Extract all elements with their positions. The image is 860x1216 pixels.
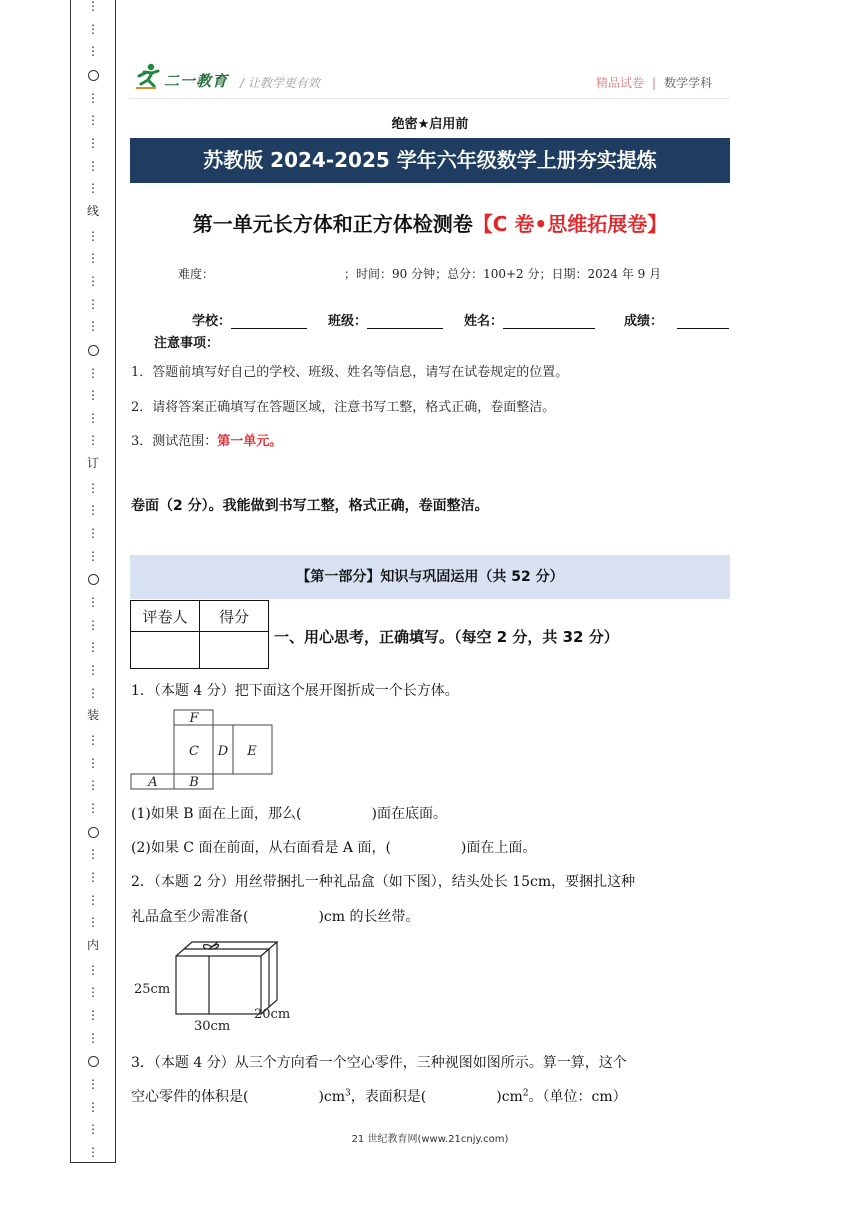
range-label: 3．测试范围： (131, 434, 218, 449)
dim-height: 25cm (134, 982, 171, 997)
margin-char: 装 (86, 708, 99, 723)
margin-char: 内 (86, 937, 99, 952)
margin-char: 订 (86, 456, 99, 471)
circle-mark-icon (88, 1056, 99, 1067)
school-field[interactable] (192, 310, 307, 329)
circle-mark-icon (88, 827, 99, 838)
school-label: 学校： (192, 314, 232, 329)
neatness-statement: 卷面（2 分）。我能做到书写工整，格式正确，卷面整洁。 (131, 498, 489, 514)
subtitle-bracket: 【C 卷•思维拓展卷】 (472, 212, 668, 236)
section-heading: 一、用心思考，正确填写。（每空 2 分，共 32 分） (274, 628, 619, 646)
subtitle-main: 第一单元长方体和正方体检测卷 (192, 212, 473, 236)
q1-sub1: (1)如果 B 面在上面，那么( )面在底面。 (131, 806, 447, 822)
margin-char: 线 (86, 203, 99, 218)
part-one-header: 【第一部分】知识与巩固运用（共 52 分） (130, 555, 730, 599)
superscript: 2 (522, 1088, 529, 1099)
score-label: 成绩： (624, 314, 664, 329)
page-footer: 21 世纪教育网(www.21cnjy.com) (351, 1134, 509, 1145)
grader-header: 评卷人 (131, 601, 200, 632)
brand-name: 二一教育 (164, 72, 229, 90)
q3-area-blank: ，表面积是( )cm (350, 1089, 523, 1105)
runner-logo-icon (134, 62, 160, 90)
face-label: F (189, 711, 199, 726)
difficulty-label: 难度： (178, 267, 215, 281)
name-field[interactable] (464, 310, 595, 329)
header-tags (596, 74, 712, 91)
face-label: C (189, 744, 199, 759)
exam-meta (178, 265, 661, 282)
q1-stem: 1．（本题 4 分）把下面这个展开图折成一个长方体。 (131, 683, 459, 699)
superscript: 3 (345, 1088, 351, 1099)
q2-gift-box-diagram (130, 938, 300, 1034)
dim-width: 20cm (254, 1007, 291, 1022)
class-label: 班级： (328, 314, 368, 329)
header-divider (130, 98, 730, 99)
notice-item: 1．答题前填写好自己的学校、班级、姓名等信息，请写在试卷规定的位置。 (131, 365, 569, 380)
name-label: 姓名： (464, 314, 504, 329)
grader-cell[interactable] (131, 632, 200, 669)
brand-slogan: / 让教学更有效 (240, 76, 320, 90)
tag-subject: 数学学科 (664, 76, 713, 90)
range-value: 第一单元。 (217, 434, 283, 449)
q3-unit: 。（单位：cm） (528, 1089, 627, 1105)
circle-mark-icon (88, 70, 99, 81)
q2-line2: 礼品盒至少需准备( )cm 的长丝带。 (131, 909, 420, 925)
circle-mark-icon (88, 574, 99, 585)
grading-table (130, 600, 269, 669)
tag-separator: | (652, 76, 657, 90)
notice-item: 2．请将答案正确填写在答题区域，注意书写工整，格式正确，卷面整洁。 (131, 400, 556, 415)
face-label: E (247, 744, 257, 759)
q2-line1: 2．（本题 2 分）用丝带捆扎一种礼品盒（如下图），结头处长 15cm，要捆扎这种 (131, 874, 636, 890)
face-label: B (189, 775, 199, 790)
score-field[interactable] (624, 310, 729, 329)
meta-rest: ；时间：90 分钟；总分：100+2 分；日期：2024 年 9 月 (344, 267, 662, 281)
notice-title: 注意事项： (154, 336, 220, 351)
q3-volume-blank: 空心零件的体积是( )cm (131, 1089, 346, 1105)
dim-length: 30cm (194, 1019, 231, 1034)
binding-margin-marks: ⋮ ⋮ ⋮ ⋮ ⋮ ⋮ ⋮ ⋮ 线 ⋮ ⋮ ⋮ ⋮ ⋮ ⋮ ⋮ ⋮ ⋮ 订 ⋮ ⋮ ⋮ ⋮ ⋮ ⋮ ⋮ ⋮ ⋮ 装 ⋮ ⋮ ⋮ ⋮ ⋮ ⋮ ⋮ ⋮ 内 ⋮ ⋮ ⋮ ⋮ ⋮ ⋮ ⋮ ⋮ (86, 0, 99, 1159)
exam-subtitle (130, 208, 730, 237)
q1-net-diagram (130, 709, 275, 791)
score-cell[interactable] (200, 632, 269, 669)
q3-line1: 3．（本题 4 分）从三个方向看一个空心零件，三种视图如图所示。算一算，这个 (131, 1055, 627, 1071)
confidential-label: 绝密★启用前 (391, 117, 469, 132)
notice-item-range (131, 430, 282, 449)
student-info-fields (192, 310, 732, 330)
exam-title-banner: 苏教版 2024-2025 学年六年级数学上册夯实提炼 (130, 138, 730, 183)
q3-line2 (131, 1086, 627, 1106)
class-field[interactable] (328, 310, 443, 329)
circle-mark-icon (88, 345, 99, 356)
tag-premium: 精品试卷 (596, 76, 645, 90)
face-label: A (148, 775, 158, 790)
face-label: D (217, 744, 229, 759)
q1-sub2: (2)如果 C 面在前面，从右面看是 A 面，( )面在上面。 (131, 840, 537, 856)
score-header: 得分 (200, 601, 269, 632)
